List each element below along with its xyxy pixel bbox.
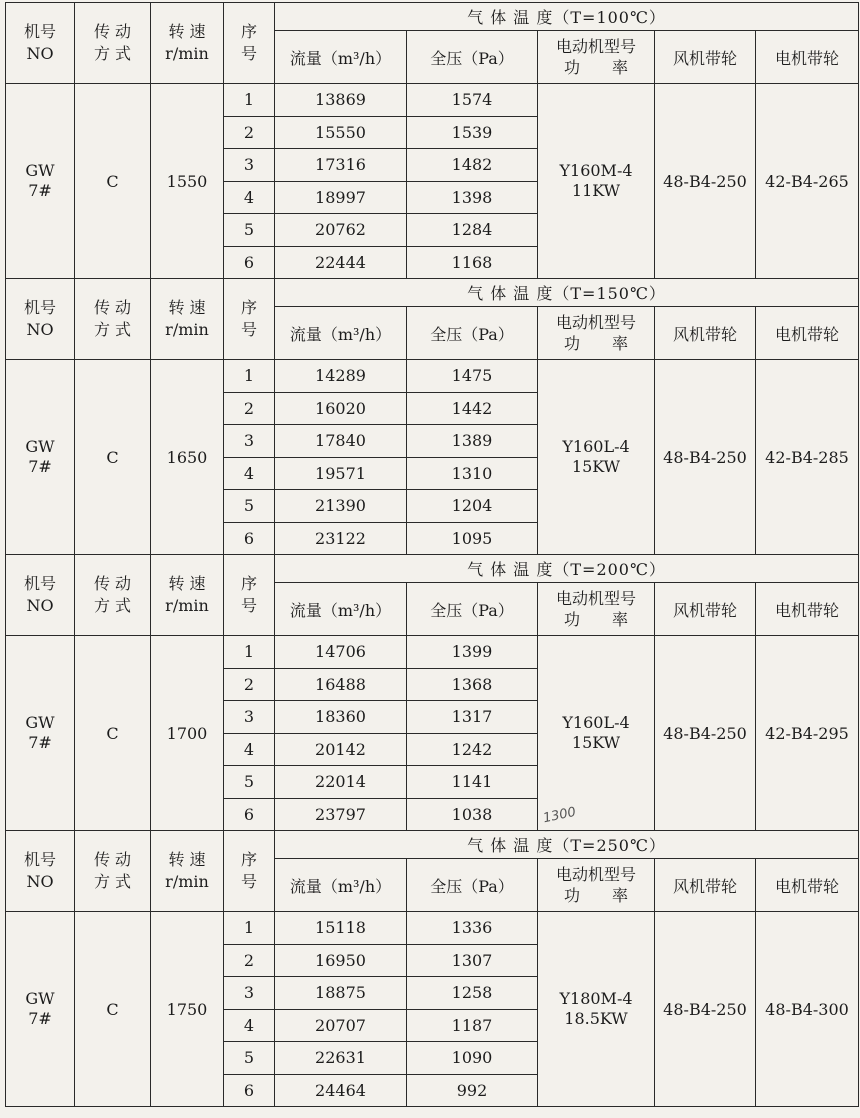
seq-cell: 2	[224, 392, 275, 425]
header-speed-line2: r/min	[165, 320, 209, 339]
seq-cell: 4	[224, 181, 275, 214]
model-cell	[6, 84, 75, 279]
header-no-cn: 机号	[23, 850, 56, 869]
header-motor-line1: 电动机型号	[555, 313, 636, 332]
seq-cell: 1	[224, 84, 275, 117]
header-seq	[224, 555, 275, 636]
seq-cell: 6	[224, 522, 275, 555]
model-line1: GW	[25, 437, 55, 456]
fan-performance-table	[5, 2, 859, 1107]
flow-cell: 23797	[275, 798, 407, 831]
header-seq-line2: 号	[240, 320, 257, 339]
header-seq-line2: 号	[240, 596, 257, 615]
header-drive	[75, 555, 151, 636]
motor-model: Y160L-4	[562, 713, 630, 732]
header-motor-line2: 功 率	[563, 886, 628, 905]
seq-cell: 3	[224, 149, 275, 182]
header-motor-line2: 功 率	[563, 58, 628, 77]
header-no-en: NO	[26, 320, 54, 339]
header-drive	[75, 279, 151, 360]
motor-power: 11KW	[571, 181, 621, 200]
seq-cell: 5	[224, 766, 275, 799]
motor-cell	[538, 360, 655, 555]
motor-model: Y160L-4	[562, 437, 630, 456]
flow-cell: 18875	[275, 977, 407, 1010]
seq-cell: 6	[224, 246, 275, 279]
fan-pulley-cell: 48-B4-250	[655, 636, 756, 831]
flow-cell: 20762	[275, 214, 407, 247]
fan-pulley-cell: 48-B4-250	[655, 360, 756, 555]
drive-cell: C	[75, 360, 151, 555]
header-motor-line2: 功 率	[563, 610, 628, 629]
header-seq-line2: 号	[240, 44, 257, 63]
model-line1: GW	[25, 989, 55, 1008]
flow-cell: 22631	[275, 1042, 407, 1075]
section-header-row	[6, 279, 859, 307]
header-no-cn: 机号	[23, 298, 56, 317]
handwritten-note: 1300	[541, 804, 578, 827]
header-speed-line1: 转 速	[168, 22, 206, 41]
seq-cell: 1	[224, 636, 275, 669]
header-seq	[224, 3, 275, 84]
pressure-cell: 1284	[407, 214, 538, 247]
flow-cell: 16950	[275, 944, 407, 977]
flow-cell: 23122	[275, 522, 407, 555]
seq-cell: 1	[224, 912, 275, 945]
pressure-cell: 1258	[407, 977, 538, 1010]
motor-pulley-cell: 42-B4-295	[756, 636, 859, 831]
pressure-cell: 1095	[407, 522, 538, 555]
flow-cell: 18360	[275, 701, 407, 734]
table-row	[6, 84, 859, 117]
header-no-en: NO	[26, 44, 54, 63]
header-drive-line2: 方 式	[93, 872, 132, 891]
header-speed-line1: 转 速	[168, 850, 206, 869]
flow-cell: 19571	[275, 457, 407, 490]
header-seq-line1: 序	[240, 298, 257, 317]
model-cell	[6, 912, 75, 1107]
header-no-en: NO	[26, 872, 54, 891]
motor-cell	[538, 84, 655, 279]
header-motor-line1: 电动机型号	[555, 37, 636, 56]
header-seq-line1: 序	[240, 574, 257, 593]
header-pressure: 全压（Pa）	[407, 307, 538, 360]
header-speed-line2: r/min	[165, 872, 209, 891]
speed-cell: 1550	[151, 84, 224, 279]
model-line2: 7#	[28, 181, 52, 200]
flow-cell: 16488	[275, 668, 407, 701]
flow-cell: 15550	[275, 116, 407, 149]
header-speed	[151, 831, 224, 912]
header-pressure: 全压（Pa）	[407, 859, 538, 912]
header-no	[6, 279, 75, 360]
pressure-cell: 1317	[407, 701, 538, 734]
header-motor-line2: 功 率	[563, 334, 628, 353]
motor-model: Y160M-4	[559, 161, 633, 180]
drive-cell: C	[75, 636, 151, 831]
pressure-cell: 1090	[407, 1042, 538, 1075]
header-flow: 流量（m³/h）	[275, 859, 407, 912]
header-drive-line2: 方 式	[93, 596, 132, 615]
header-speed-line1: 转 速	[168, 574, 206, 593]
header-drive-line1: 传 动	[93, 22, 132, 41]
header-motor-pulley: 电机带轮	[756, 859, 859, 912]
header-motor	[538, 859, 655, 912]
flow-cell: 14289	[275, 360, 407, 393]
pressure-cell: 1336	[407, 912, 538, 945]
header-seq-line1: 序	[240, 22, 257, 41]
header-seq-line2: 号	[240, 872, 257, 891]
seq-cell: 1	[224, 360, 275, 393]
flow-cell: 15118	[275, 912, 407, 945]
temperature-title: 气 体 温 度（T=100℃）	[275, 3, 859, 31]
motor-cell	[538, 912, 655, 1107]
header-motor-line1: 电动机型号	[555, 589, 636, 608]
drive-cell: C	[75, 84, 151, 279]
drive-cell: C	[75, 912, 151, 1107]
motor-pulley-cell: 42-B4-265	[756, 84, 859, 279]
section-header-row	[6, 555, 859, 583]
seq-cell: 6	[224, 1074, 275, 1107]
header-fan-pulley: 风机带轮	[655, 583, 756, 636]
header-fan-pulley: 风机带轮	[655, 307, 756, 360]
header-no-cn: 机号	[23, 22, 56, 41]
header-flow: 流量（m³/h）	[275, 31, 407, 84]
seq-cell: 3	[224, 977, 275, 1010]
speed-cell: 1700	[151, 636, 224, 831]
flow-cell: 17316	[275, 149, 407, 182]
header-speed	[151, 555, 224, 636]
model-cell	[6, 360, 75, 555]
header-motor-pulley: 电机带轮	[756, 307, 859, 360]
motor-model: Y180M-4	[559, 989, 633, 1008]
header-no-en: NO	[26, 596, 54, 615]
temperature-title: 气 体 温 度（T=150℃）	[275, 279, 859, 307]
header-flow: 流量（m³/h）	[275, 307, 407, 360]
seq-cell: 6	[224, 798, 275, 831]
seq-cell: 5	[224, 214, 275, 247]
temperature-title: 气 体 温 度（T=200℃）	[275, 555, 859, 583]
model-cell	[6, 636, 75, 831]
header-no	[6, 555, 75, 636]
pressure-cell: 1482	[407, 149, 538, 182]
header-speed	[151, 279, 224, 360]
pressure-cell: 992	[407, 1074, 538, 1107]
header-no	[6, 831, 75, 912]
pressure-cell: 1475	[407, 360, 538, 393]
pressure-cell: 1038	[407, 798, 538, 831]
fan-pulley-cell: 48-B4-250	[655, 84, 756, 279]
seq-cell: 5	[224, 1042, 275, 1075]
header-fan-pulley: 风机带轮	[655, 31, 756, 84]
header-seq	[224, 279, 275, 360]
header-no	[6, 3, 75, 84]
pressure-cell: 1168	[407, 246, 538, 279]
motor-power: 15KW	[571, 457, 621, 476]
header-drive	[75, 3, 151, 84]
header-fan-pulley: 风机带轮	[655, 859, 756, 912]
flow-cell: 18997	[275, 181, 407, 214]
table-row	[6, 636, 859, 669]
pressure-cell: 1310	[407, 457, 538, 490]
header-no-cn: 机号	[23, 574, 56, 593]
header-drive	[75, 831, 151, 912]
pressure-cell: 1141	[407, 766, 538, 799]
pressure-cell: 1187	[407, 1009, 538, 1042]
table-row	[6, 360, 859, 393]
header-drive-line1: 传 动	[93, 298, 132, 317]
flow-cell: 20707	[275, 1009, 407, 1042]
seq-cell: 3	[224, 425, 275, 458]
header-drive-line2: 方 式	[93, 320, 132, 339]
header-drive-line1: 传 动	[93, 850, 132, 869]
header-seq-line1: 序	[240, 850, 257, 869]
motor-power: 18.5KW	[564, 1009, 628, 1028]
flow-cell: 13869	[275, 84, 407, 117]
seq-cell: 5	[224, 490, 275, 523]
header-drive-line2: 方 式	[93, 44, 132, 63]
header-seq	[224, 831, 275, 912]
section-header-row	[6, 3, 859, 31]
seq-cell: 4	[224, 733, 275, 766]
header-speed-line2: r/min	[165, 44, 209, 63]
header-pressure: 全压（Pa）	[407, 31, 538, 84]
model-line1: GW	[25, 161, 55, 180]
header-speed-line2: r/min	[165, 596, 209, 615]
model-line2: 7#	[28, 1009, 52, 1028]
header-motor-pulley: 电机带轮	[756, 583, 859, 636]
seq-cell: 3	[224, 701, 275, 734]
header-motor	[538, 583, 655, 636]
motor-pulley-cell: 48-B4-300	[756, 912, 859, 1107]
pressure-cell: 1398	[407, 181, 538, 214]
motor-cell	[538, 636, 655, 831]
motor-power: 15KW	[571, 733, 621, 752]
pressure-cell: 1574	[407, 84, 538, 117]
temperature-title: 气 体 温 度（T=250℃）	[275, 831, 859, 859]
header-motor-line1: 电动机型号	[555, 865, 636, 884]
flow-cell: 22444	[275, 246, 407, 279]
speed-cell: 1650	[151, 360, 224, 555]
model-line2: 7#	[28, 733, 52, 752]
flow-cell: 24464	[275, 1074, 407, 1107]
model-line1: GW	[25, 713, 55, 732]
pressure-cell: 1242	[407, 733, 538, 766]
header-pressure: 全压（Pa）	[407, 583, 538, 636]
header-motor	[538, 307, 655, 360]
pressure-cell: 1389	[407, 425, 538, 458]
header-speed	[151, 3, 224, 84]
flow-cell: 16020	[275, 392, 407, 425]
motor-pulley-cell: 42-B4-285	[756, 360, 859, 555]
pressure-cell: 1539	[407, 116, 538, 149]
table-row	[6, 912, 859, 945]
speed-cell: 1750	[151, 912, 224, 1107]
pressure-cell: 1368	[407, 668, 538, 701]
section-header-row	[6, 831, 859, 859]
seq-cell: 2	[224, 944, 275, 977]
header-speed-line1: 转 速	[168, 298, 206, 317]
flow-cell: 17840	[275, 425, 407, 458]
pressure-cell: 1307	[407, 944, 538, 977]
header-motor-pulley: 电机带轮	[756, 31, 859, 84]
flow-cell: 21390	[275, 490, 407, 523]
seq-cell: 2	[224, 668, 275, 701]
pressure-cell: 1442	[407, 392, 538, 425]
seq-cell: 4	[224, 1009, 275, 1042]
header-motor	[538, 31, 655, 84]
flow-cell: 20142	[275, 733, 407, 766]
pressure-cell: 1399	[407, 636, 538, 669]
seq-cell: 4	[224, 457, 275, 490]
seq-cell: 2	[224, 116, 275, 149]
flow-cell: 14706	[275, 636, 407, 669]
header-drive-line1: 传 动	[93, 574, 132, 593]
fan-pulley-cell: 48-B4-250	[655, 912, 756, 1107]
header-flow: 流量（m³/h）	[275, 583, 407, 636]
pressure-cell: 1204	[407, 490, 538, 523]
flow-cell: 22014	[275, 766, 407, 799]
model-line2: 7#	[28, 457, 52, 476]
